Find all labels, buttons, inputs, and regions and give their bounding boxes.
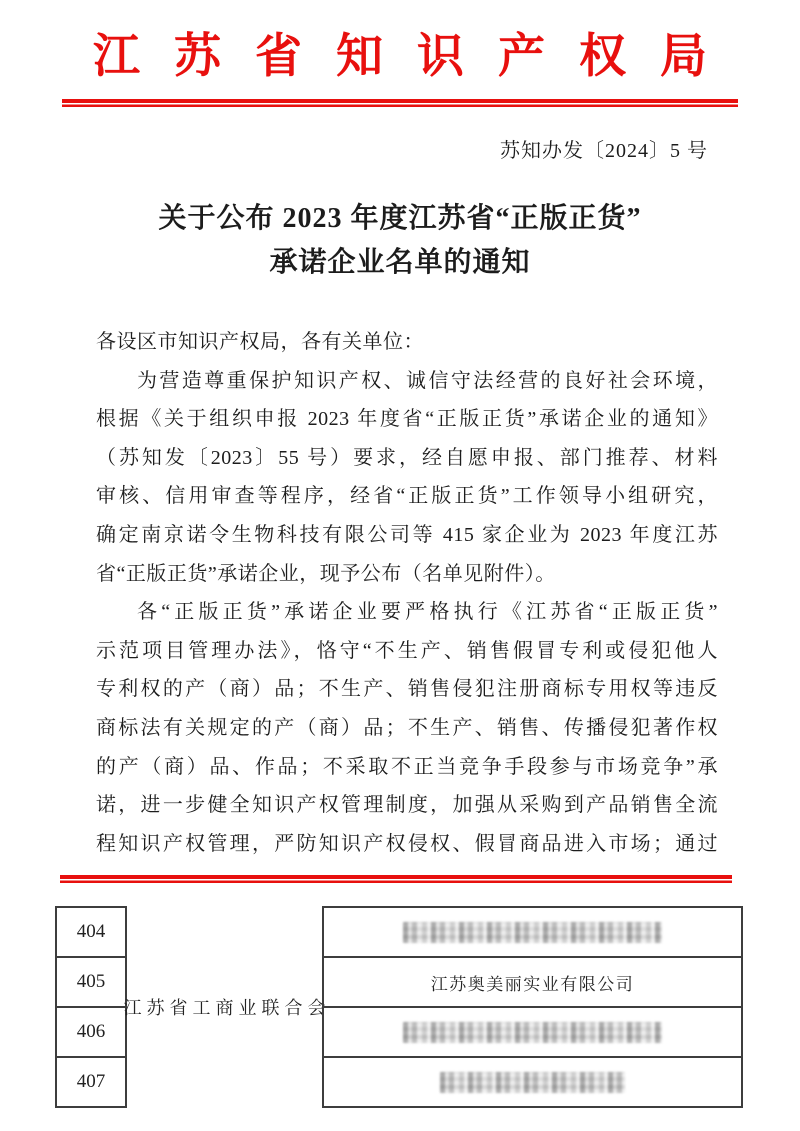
table-row-number: 407 xyxy=(57,1056,125,1106)
body-lines xyxy=(96,323,718,863)
body-line: 各“正版正货”承诺企业要严格执行《江苏省“正版正货” xyxy=(137,601,718,624)
body-line: 程知识产权管理，严防知识产权侵权、假冒商品进入市场；通过 xyxy=(96,832,718,855)
table-company-column xyxy=(322,906,743,1108)
body-line: 商标法有关规定的产（商）品；不生产、销售、传播侵犯著作权 xyxy=(96,716,718,739)
notice-title-line2: 承诺企业名单的通知 xyxy=(269,247,531,278)
body-line: 根据《关于组织申报 2023 年度省“正版正货”承诺企业的通知》 xyxy=(96,408,718,431)
body-line: 专利权的产（商）品；不生产、销售侵犯注册商标专用权等违反 xyxy=(96,678,718,701)
body-line: 确定南京诺令生物科技有限公司等 415 家企业为 2023 年度江苏 xyxy=(96,523,718,546)
body-line: 各设区市知识产权局，各有关单位： xyxy=(96,331,424,353)
body-line: 省“正版正货”承诺企业，现予公布（名单见附件）。 xyxy=(96,562,556,585)
agency-letterhead-title: 江苏省知识产权局 xyxy=(93,31,741,83)
body-line: 审核、信用审查等程序，经省“正版正货”工作领导小组研究， xyxy=(96,485,718,508)
body-line: 为营造尊重保护知识产权、诚信守法经营的良好社会环境， xyxy=(137,369,718,392)
notice-title xyxy=(0,197,800,285)
table-row-company-cell xyxy=(324,1056,741,1106)
table-org-cell xyxy=(123,906,331,1108)
table-row-company-cell xyxy=(324,906,741,956)
table-row-company-cell xyxy=(324,1006,741,1056)
table-row-company-cell xyxy=(324,956,741,1006)
table-row-number: 404 xyxy=(57,906,125,956)
document-number: 苏知办发〔2024〕5 号 xyxy=(500,140,708,162)
table-row-number: 405 xyxy=(57,956,125,1006)
footer-red-rule xyxy=(60,875,732,883)
org-cell-label: 江苏省工商业联合会 xyxy=(123,998,331,1018)
redacted-company-name xyxy=(403,1022,662,1043)
body-line: 诺，进一步健全知识产权管理制度，加强从采购到产品销售全流 xyxy=(96,794,718,817)
redacted-company-name xyxy=(403,922,662,943)
body-line: 示范项目管理办法》，恪守“不生产、销售假冒专利或侵犯他人 xyxy=(96,639,718,662)
notice-title-line1: 关于公布 2023 年度江苏省“正版正货” xyxy=(158,203,642,234)
table-row-number: 406 xyxy=(57,1006,125,1056)
company-name: 江苏奥美丽实业有限公司 xyxy=(430,974,635,994)
body-line: （苏知发〔2023〕55 号）要求，经自愿申报、部门推荐、材料 xyxy=(96,446,718,469)
body-line: 的产（商）品、作品；不采取不正当竞争手段参与市场竞争”承 xyxy=(96,755,718,778)
table-number-column xyxy=(55,906,127,1108)
letterhead-red-rule xyxy=(62,99,738,107)
redacted-company-name xyxy=(440,1072,625,1093)
company-table xyxy=(55,906,743,1108)
